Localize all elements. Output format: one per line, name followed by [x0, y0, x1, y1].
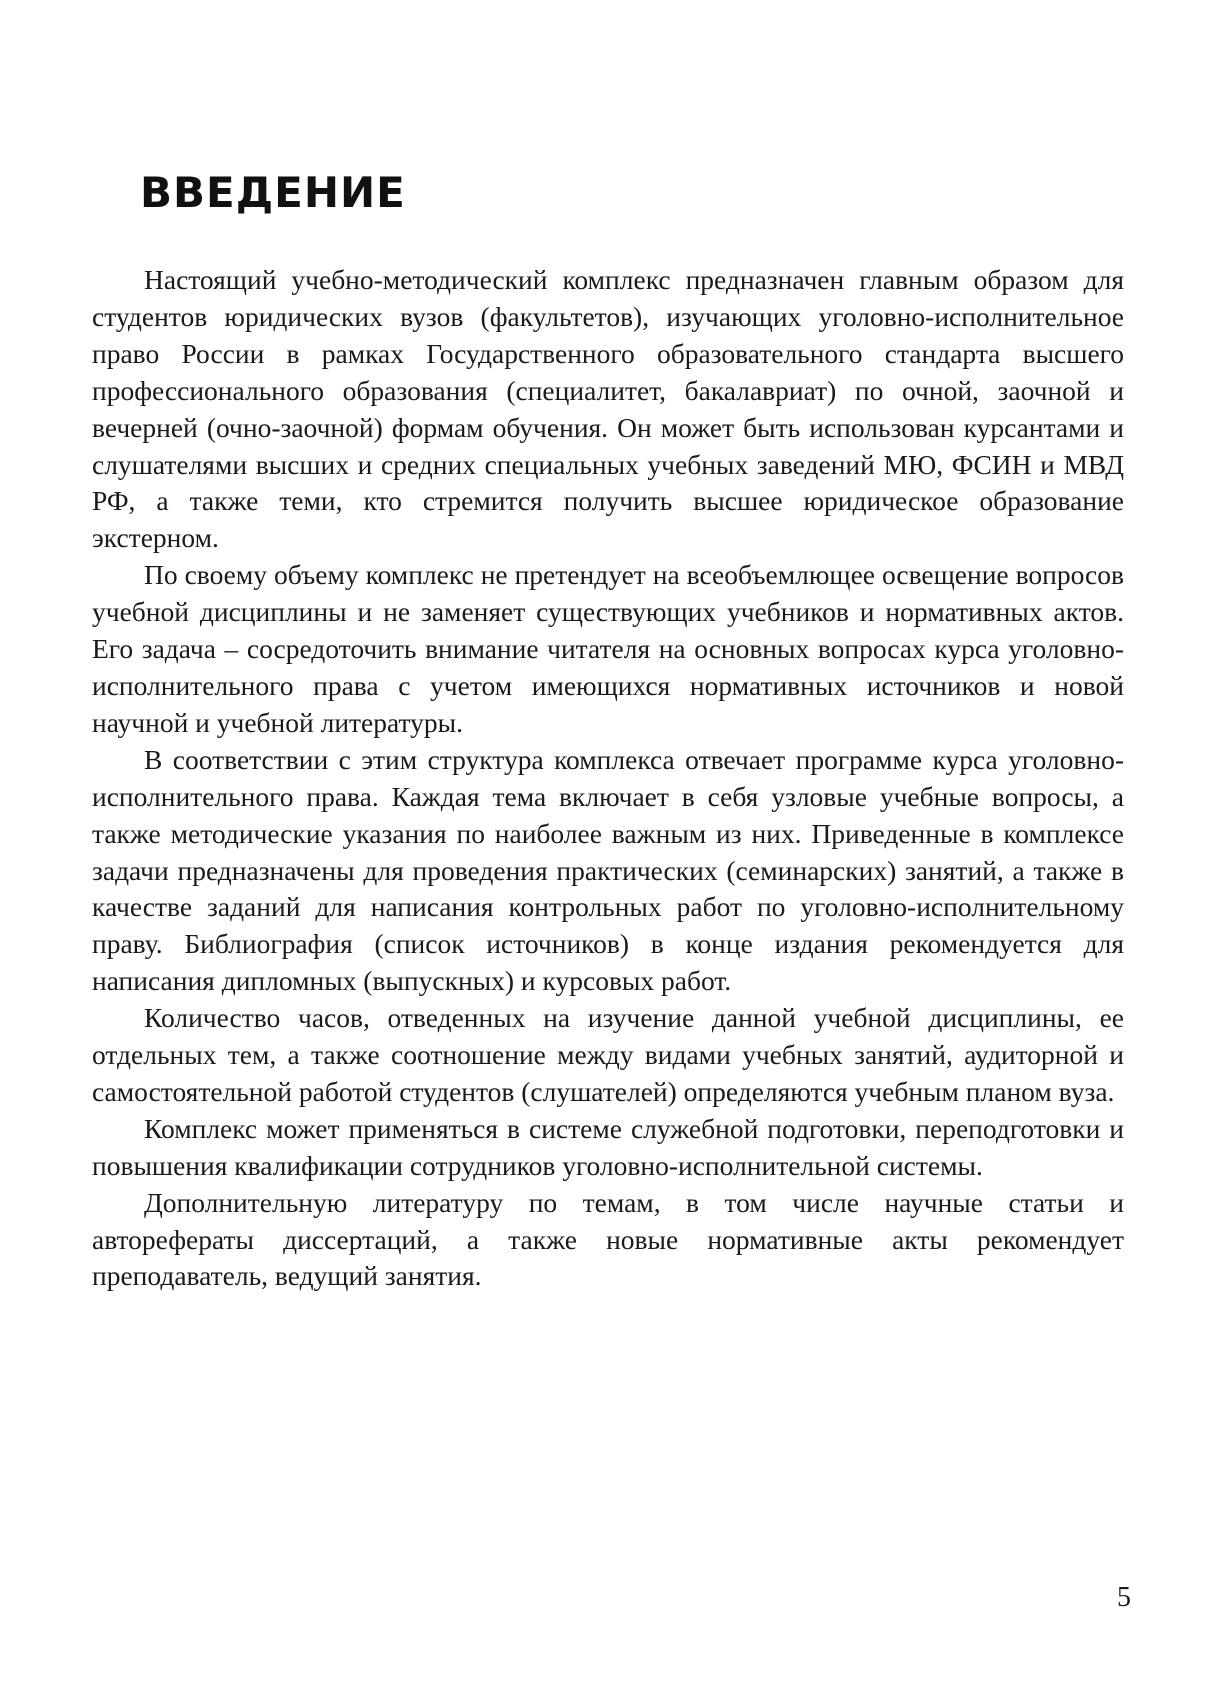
body-text [92, 262, 1124, 1295]
paragraph-purpose: Настоящий учебно-методический комплекс предназначен главным образом для студентов юридических вузов (факультетов), изучающих уголовно-исполнительное право России в рамках Государственного образовательного стандарта высшего профессионального образования (специалитет, бакалавриат) по очной, заочной и вечерней (очно-заочной) формам обучения. Он может быть использован курсантами и слушателями высших и средних специальных учебных заведений МЮ, ФСИН и МВД РФ, а также теми, кто стремится получить высшее юридическое образование экстерном. [92, 264, 1124, 554]
paragraph-scope: По своему объему комплекс не претендует на всеобъемлющее освещение вопросов учебной дисциплины и не заменяет существующих учебников и нормативных актов. Его задача – сосредоточить внимание читателя на основных вопросах курса уголовно-исполнительного права с учетом имеющихся нормативных источников и новой научной и учебной литературы. [92, 559, 1124, 738]
page-number: 5 [1117, 1582, 1131, 1613]
paragraph-structure: В соответствии с этим структура комплекса отвечает программе курса уголовно-исполнительного права. Каждая тема включает в себя узловые учебные вопросы, а также методические указания по наиболее важным из них. Приведенные в комплексе задачи предназначены для проведения практических (семинарских) занятий, а также в качестве заданий для написания контрольных работ по уголовно-исполнительному праву. Библиография (список источников) в конце издания рекомендуется для написания дипломных (выпускных) и курсовых работ. [92, 743, 1124, 997]
paragraph-hours: Количество часов, отведенных на изучение данной учебной дисциплины, ее отдельных тем, а также соотношение между видами учебных занятий, аудиторной и самостоятельной работой студентов (слушателей) определяются учебным планом вуза. [92, 1002, 1124, 1107]
paragraph-application: Комплекс может применяться в системе служебной подготовки, переподготовки и повышения квалификации сотрудников уголовно-исполнительной системы. [92, 1112, 1124, 1181]
page-title: ВВЕДЕНИЕ [140, 168, 406, 217]
paragraph-literature: Дополнительную литературу по темам, в том числе научные статьи и авторефераты диссертаций, а также новые нормативные акты рекомендует преподаватель, ведущий занятия. [92, 1186, 1124, 1292]
